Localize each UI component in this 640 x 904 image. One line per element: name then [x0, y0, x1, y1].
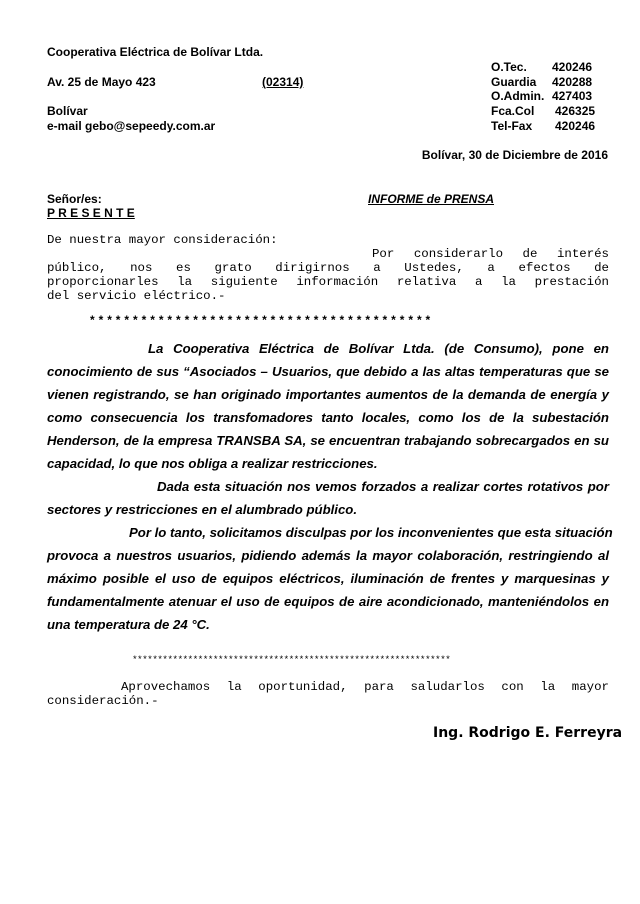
salutation: Señor/es: — [47, 192, 102, 206]
organization-address: Av. 25 de Mayo 423 — [47, 75, 156, 89]
phone-value: 426325 — [555, 104, 596, 118]
star-separator: * * * * * * * * * * * * * * * * * * * * * * * * * * * * * * * * * * * * * * * * — [90, 313, 431, 327]
body-line: una temperatura de 24 °C. — [47, 617, 210, 632]
body-line: fundamentalmente atenuar el uso de equipos de aire acondicionado, manteniéndolos en — [47, 594, 609, 609]
body-line: La Cooperativa Eléctrica de Bolívar Ltda. (de Consumo), pone en — [148, 341, 609, 356]
phone-value: 427403 — [552, 89, 593, 103]
closing-line: consideración.- — [47, 694, 159, 708]
postal-code: (02314) — [262, 75, 304, 89]
body-line: Henderson, de la empresa TRANSBA SA, se encuentran trabajando sobrecargados en su — [47, 433, 609, 448]
body-line: máximo posible el uso de equipos eléctricos, iluminación de frentes y marquesinas y — [47, 571, 609, 586]
body-line: Por lo tanto, solicitamos disculpas por los inconvenientes que esta situación — [129, 525, 613, 540]
organization-name: Cooperativa Eléctrica de Bolívar Ltda. — [47, 45, 264, 59]
closing-line: Aprovechamos la oportunidad, para saludarlos con la mayor — [121, 680, 609, 694]
phone-value: 420288 — [552, 75, 593, 89]
body-line: conocimiento de sus “Asociados – Usuarios, que debido a las altas temperaturas que se — [47, 364, 609, 379]
date-line: Bolívar, 30 de Diciembre de 2016 — [421, 148, 608, 162]
body-line: vienen registrando, se han originado importantes aumentos de la demanda de energía y — [47, 387, 609, 402]
phone-label: Fca.Col — [491, 104, 535, 118]
phone-label: Guardia — [491, 75, 537, 89]
organization-city: Bolívar — [47, 104, 88, 118]
intro-line: proporcionarles la siguiente información relativa a la prestación — [47, 275, 609, 289]
phone-value: 420246 — [552, 60, 593, 74]
presente-line: P R E S E N T E — [47, 206, 135, 220]
body-line: Dada esta situación nos vemos forzados a realizar cortes rotativos por — [157, 479, 609, 494]
asterisk-separator: *************************************************************** — [132, 654, 451, 665]
phone-value: 420246 — [555, 119, 596, 133]
intro-line: Por considerarlo de interés — [372, 247, 609, 261]
intro-line: del servicio eléctrico.- — [47, 289, 226, 303]
body-line: provoca a nuestros usuarios, pidiendo además la mayor colaboración, restringiendo al — [47, 548, 609, 563]
signature-name: Ing. Rodrigo E. Ferreyra — [433, 725, 623, 741]
organization-email: e-mail gebo@sepeedy.com.ar — [47, 119, 216, 133]
intro-line: público, nos es grato dirigirnos a Ustedes, a efectos de — [47, 261, 609, 275]
intro-line: De nuestra mayor consideración: — [47, 233, 278, 247]
phone-label: O.Tec. — [491, 60, 527, 74]
phone-label: O.Admin. — [491, 89, 545, 103]
body-line: como consecuencia los transfomadores tanto locales, como los de la subestación — [47, 410, 609, 425]
subject-title: INFORME de PRENSA — [368, 192, 495, 206]
phone-label: Tel-Fax — [491, 119, 533, 133]
body-line: capacidad, lo que nos obliga a realizar restricciones. — [47, 456, 378, 471]
body-line: sectores y restricciones en el alumbrado público. — [47, 502, 358, 517]
